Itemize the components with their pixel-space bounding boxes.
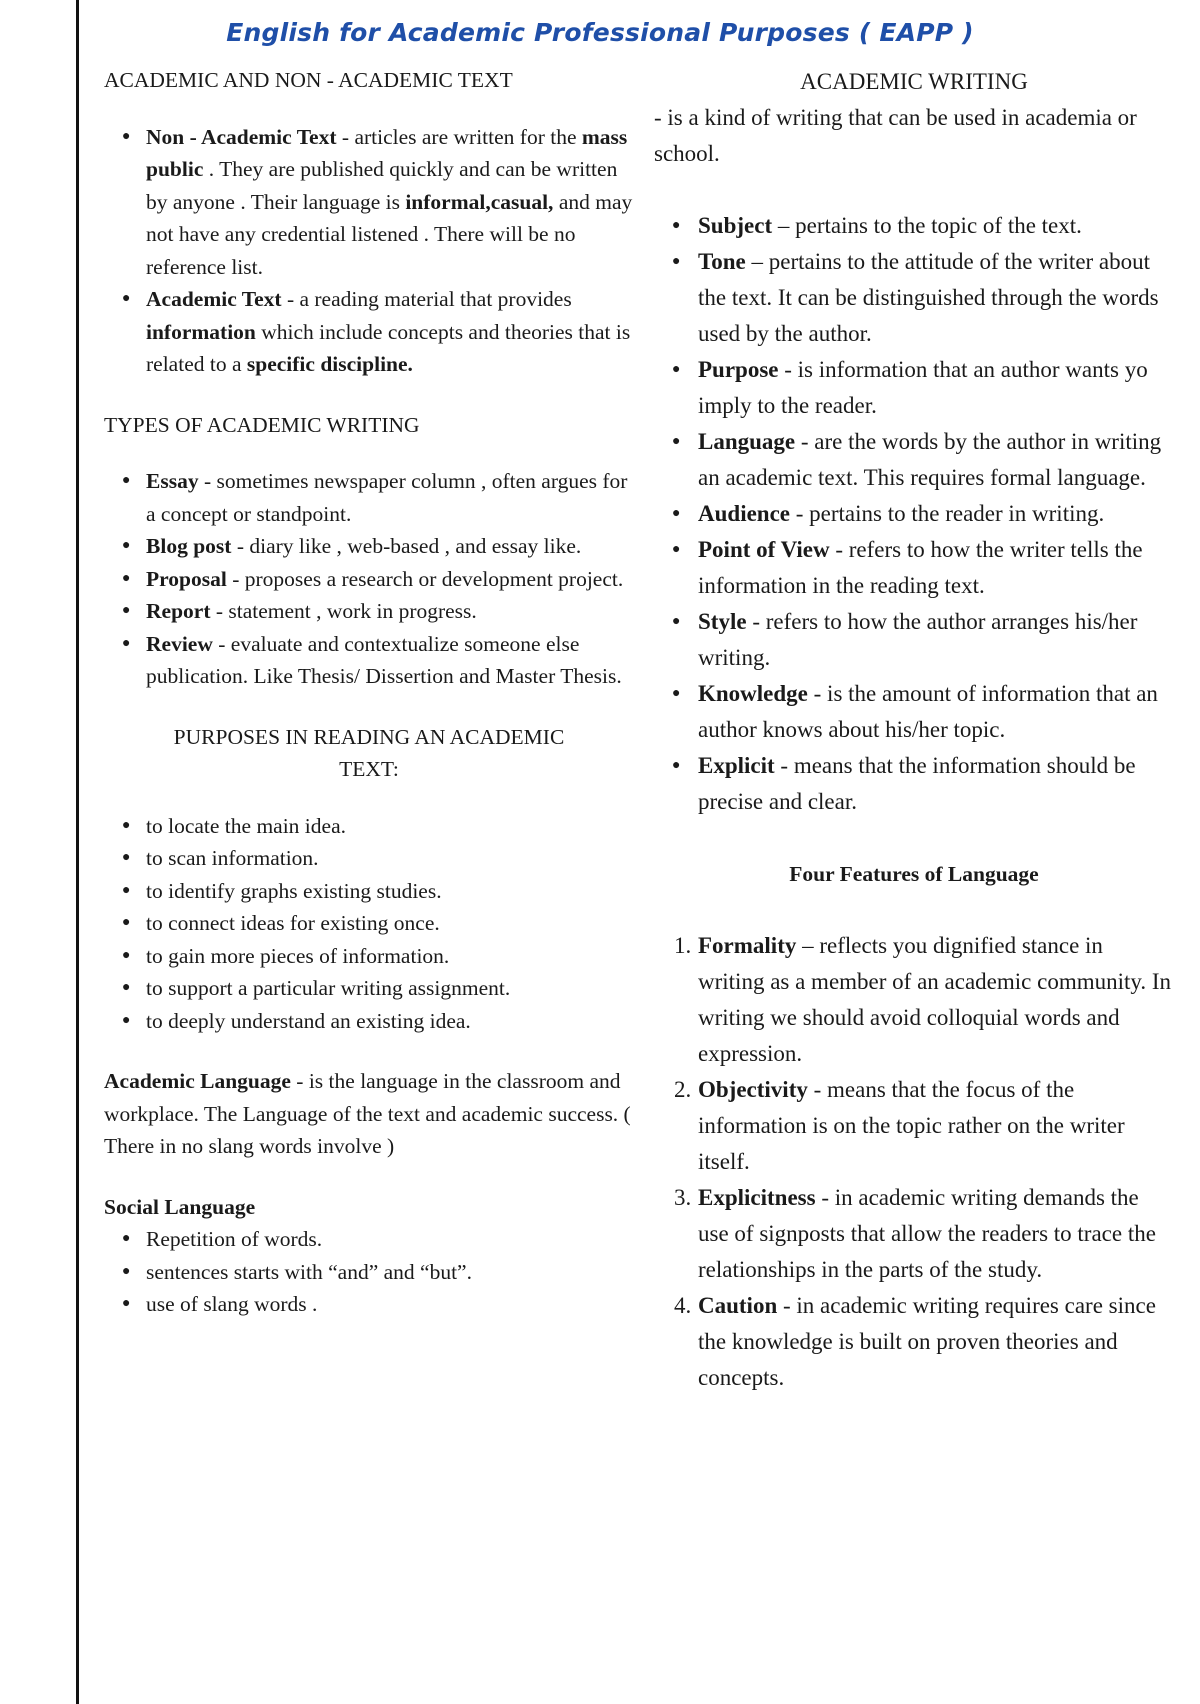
list-item-text: use of slang words . [146,1292,318,1316]
definition-text: - statement , work in progress. [210,599,477,623]
separator: - [336,124,355,149]
bullet-icon: ● [672,506,681,521]
bullet-icon: ● [672,218,681,233]
definition-text: - sometimes newspaper column , often argues for a concept or standpoint. [146,469,628,526]
definition-text: – reflects you dignified stance in writing as a member of an academic community. In writing we should avoid colloquial words and expression. [698,933,1172,1066]
list-item [104,1005,634,1038]
academic-language-paragraph [104,1065,634,1163]
list-item [104,972,634,1005]
list-item [654,352,1174,424]
bullet-icon: ● [122,1296,131,1311]
bullet-icon: ● [122,1263,131,1279]
list-item [104,283,634,381]
list-item [104,940,634,973]
list-item [104,563,634,596]
right-column [654,64,1174,1396]
term: Objectivity [698,1077,808,1102]
list-item [654,424,1174,496]
bullet-icon: ● [122,128,131,144]
heading-text: Four Features of Language [789,862,1039,886]
academic-writing-elements-list [654,208,1174,820]
list-number: 3. [674,1185,692,1210]
list-item-text: to locate the main idea. [146,813,346,838]
bullet-icon: ● [122,538,131,553]
list-item [654,532,1174,604]
list-item-text: to connect ideas for existing once. [146,911,440,935]
list-item-text: to identify graphs existing studies. [146,878,442,903]
bullet-icon: ● [672,362,681,377]
definition-text: and may not have any credential listened . There will be no reference list. [146,189,633,279]
term: Essay [146,469,199,493]
term: Blog post [146,534,232,558]
definition-text: - refers to how the author arranges his/her writing. [698,609,1138,670]
term: Style [698,609,747,634]
term: Explicit [698,753,775,778]
term: Purpose [698,357,779,382]
purposes-list [104,810,634,1038]
left-column [104,64,634,1321]
term: Caution [698,1293,778,1318]
list-item [104,595,634,628]
definition-text: - means that the information should be precise and clear. [698,753,1136,814]
bullet-icon: ● [122,980,131,995]
section-heading-academic-writing: ACADEMIC WRITING [800,69,1028,94]
term: Point of View [698,537,830,562]
heading-text: Social Language [104,1194,256,1219]
emphasis: information [146,319,256,344]
term: Knowledge [698,681,808,706]
term: Language [698,429,796,454]
list-item [654,1288,1174,1396]
separator: - [281,287,300,311]
list-item-text: Repetition of words. [146,1227,323,1251]
list-item [654,1072,1174,1180]
list-item-text: sentences starts with “and” and “but”. [146,1259,472,1284]
list-item [104,530,634,563]
list-item [654,604,1174,676]
list-item [104,1256,634,1289]
term: Proposal [146,566,227,591]
definition-text: articles are written for the [354,124,582,149]
definition-text: which include concepts and theories that is related to a [146,319,631,376]
social-language-list [104,1223,634,1321]
types-list [104,465,634,693]
term: Academic Text [146,287,282,311]
list-item [654,496,1174,532]
definition-text: - is the language in the classroom and workplace. The Language of the text and academic success. ( There in no slang words involve ) [104,1069,631,1158]
social-language-heading [104,1191,634,1224]
list-item [104,121,634,284]
term: Subject [698,213,773,238]
term: Report [146,599,211,623]
bullet-icon: ● [122,635,131,651]
list-item-text: to gain more pieces of information. [146,943,450,968]
list-item [104,1223,634,1256]
list-item [104,465,634,530]
definition-text: a reading material that provides [299,287,572,311]
bullet-icon: ● [122,817,131,833]
term: Explicitness [698,1185,816,1210]
term: Tone [698,249,746,274]
bullet-icon: ● [122,850,131,865]
term: Non - Academic Text [146,124,337,149]
definition-text: - means that the focus of the information is on the topic rather on the writer itself. [698,1077,1125,1174]
list-item [104,907,634,940]
list-item [654,676,1174,748]
list-item-text: to deeply understand an existing idea. [146,1008,471,1033]
term: Audience [698,501,790,526]
bullet-icon: ● [122,1012,131,1028]
definition-text: - is information that an author wants yo imply to the reader. [698,357,1148,418]
definition-text: - diary like , web-based , and essay like. [231,534,582,558]
definition-text: – pertains to the attitude of the writer about the text. It can be distinguished through the words used by the author. [698,249,1159,346]
features-list [654,928,1174,1396]
page-title: English for Academic Professional Purposes ( EAPP ) [226,18,974,47]
definition-text: – pertains to the topic of the text. [772,213,1082,238]
bullet-icon: ● [122,473,131,488]
text-types-list [104,121,634,381]
bullet-icon: ● [672,614,681,629]
definition-text: . They are published quickly and can be written by anyone . Their language is [146,157,618,214]
list-item [654,1180,1174,1288]
bullet-icon: ● [122,947,131,963]
list-number: 1. [674,933,692,958]
term: Review [146,631,213,656]
definition-text: - in academic writing requires care since the knowledge is built on proven theories and concepts. [698,1293,1156,1390]
definition-text: - in academic writing demands the use of signposts that allow the readers to trace the relationships in the parts of the study. [698,1185,1156,1282]
bullet-icon: ● [122,882,131,898]
term: Formality [698,933,797,958]
bullet-icon: ● [122,1231,131,1246]
definition-text: - evaluate and contextualize someone else publication. Like Thesis/ Dissertion and Master Thesis. [146,631,622,688]
bullet-icon: ● [122,603,131,618]
section-heading-purposes: PURPOSES IN READING AN ACADEMIC TEXT: [173,724,565,781]
list-item [104,628,634,693]
list-item [654,928,1174,1072]
list-item [104,810,634,843]
list-item [654,244,1174,352]
emphasis: informal,casual, [405,189,554,214]
definition-text: - refers to how the writer tells the information in the reading text. [698,537,1143,598]
bullet-icon: ● [672,686,681,701]
list-number: 2. [674,1077,692,1102]
bullet-icon: ● [672,758,681,773]
term: Academic Language [104,1069,291,1093]
list-item-text: to support a particular writing assignment. [146,976,511,1000]
definition-text: - pertains to the reader in writing. [790,501,1105,526]
definition-text: - are the words by the author in writing an academic text. This requires formal language. [698,429,1162,490]
bullet-icon: ● [122,915,131,930]
section-heading-types: TYPES OF ACADEMIC WRITING [104,412,420,437]
bullet-icon: ● [122,291,131,306]
list-item-text: to scan information. [146,846,319,870]
left-margin-rule [76,0,79,1704]
list-item [104,842,634,875]
list-item [654,748,1174,820]
definition-text: - is the amount of information that an author knows about his/her topic. [698,681,1158,742]
academic-writing-intro: - is a kind of writing that can be used in academia or school. [654,105,1137,166]
list-item [104,875,634,908]
list-item [654,208,1174,244]
emphasis: mass public [146,124,628,181]
bullet-icon: ● [672,254,681,269]
features-heading [654,856,1174,892]
section-heading-academic-non-academic: ACADEMIC AND NON - ACADEMIC TEXT [104,68,513,92]
definition-text: - proposes a research or development project. [226,566,624,591]
bullet-icon: ● [672,542,681,557]
list-item [104,1288,634,1321]
bullet-icon: ● [122,570,131,586]
emphasis: specific discipline. [246,352,413,376]
bullet-icon: ● [672,434,681,449]
list-number: 4. [674,1293,692,1318]
